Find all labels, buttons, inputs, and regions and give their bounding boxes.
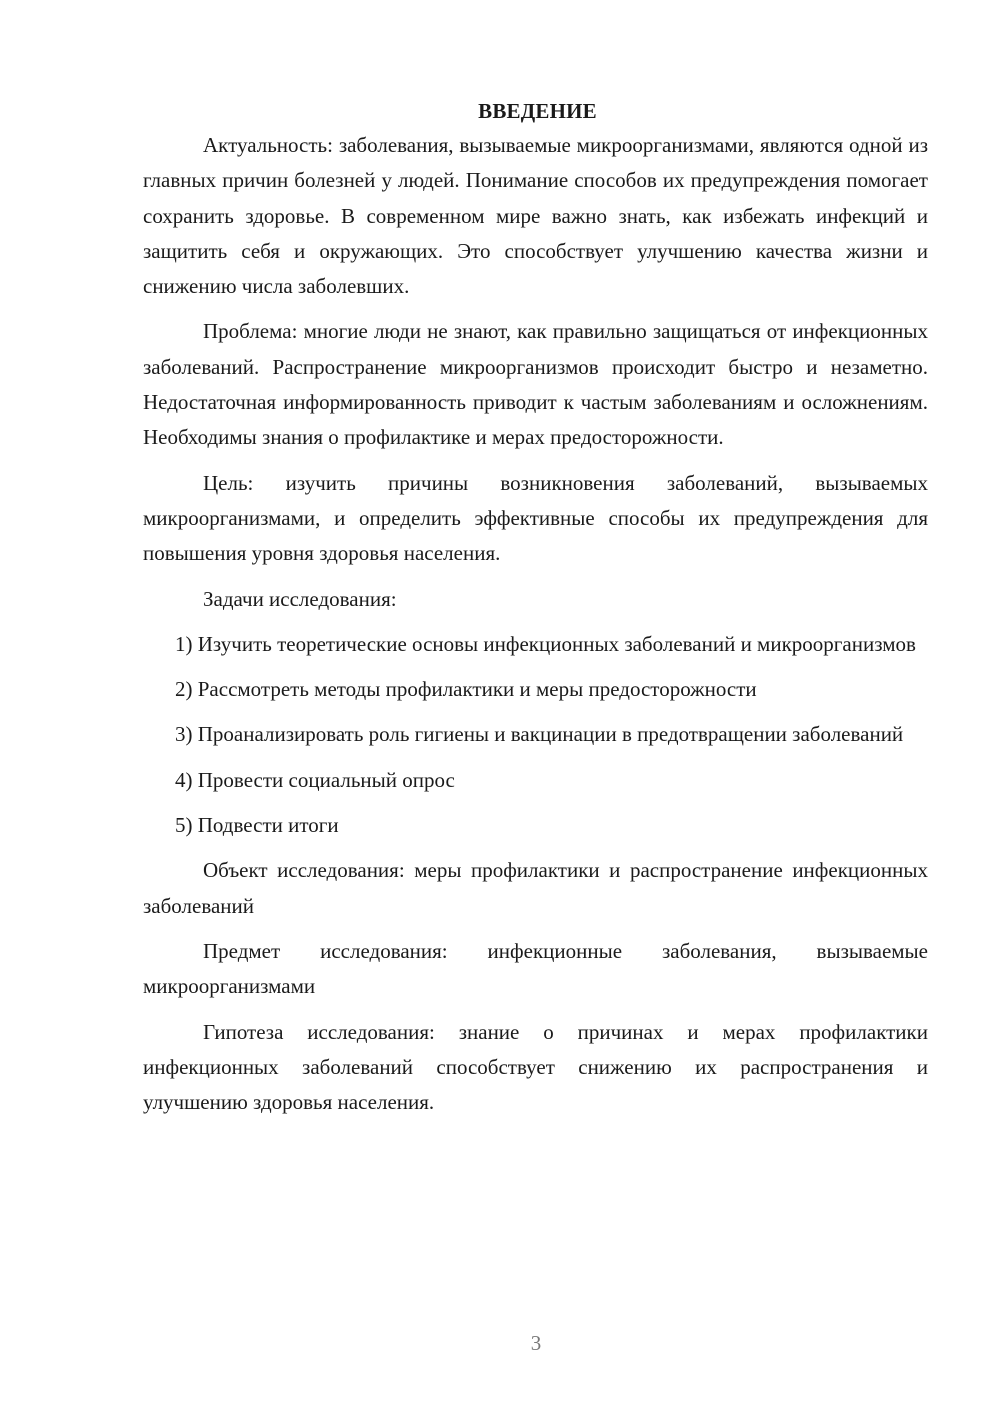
task-item-3: 3) Проанализировать роль гигиены и вакцинации в предотвращении заболеваний: [175, 722, 904, 747]
document-page: [143, 94, 928, 1120]
page-number: 3: [530, 1331, 542, 1355]
task-item-5: 5) Подвести итоги: [175, 813, 339, 838]
paragraph-subject: Предмет исследования: инфекционные заболевания, вызываемые микроорганизмами: [143, 938, 928, 999]
paragraph-problem: Проблема: многие люди не знают, как правильно защищаться от инфекционных заболеваний. Распространение микроорганизмов происходит быстро и незаметно. Недостаточная информированность приводит к частым заболеваниям и осложнениям. Необходимы знания о профилактике и мерах предосторожности.: [143, 319, 928, 450]
task-item-2: 2) Рассмотреть методы профилактики и меры предосторожности: [175, 677, 757, 702]
page-title: ВВЕДЕНИЕ: [478, 99, 597, 123]
paragraph-object: Объект исследования: меры профилактики и распространение инфекционных заболеваний: [143, 858, 928, 918]
paragraph-goal: Цель: изучить причины возникновения заболеваний, вызываемых микроорганизмами, и определить эффективные способы их предупреждения для повышения уровня здоровья населения.: [143, 470, 928, 566]
task-item-1: 1) Изучить теоретические основы инфекционных заболеваний и микроорганизмов: [175, 631, 916, 656]
paragraph-hypothesis: Гипотеза исследования: знание о причинах и мерах профилактики инфекционных заболеваний способствует снижению их распространения и улучшению здоровья населения.: [143, 1019, 928, 1115]
task-item-4: 4) Провести социальный опрос: [175, 767, 455, 792]
tasks-heading: Задачи исследования:: [203, 586, 397, 611]
paragraph-relevance: Актуальность: заболевания, вызываемые микроорганизмами, являются одной из главных причин болезней у людей. Понимание способов их предупреждения помогает сохранить здоровье. В современном мире важно знать, как избежать инфекций и защитить себя и окружающих. Это способствует улучшению качества жизни и снижению числа заболевших.: [143, 133, 928, 299]
